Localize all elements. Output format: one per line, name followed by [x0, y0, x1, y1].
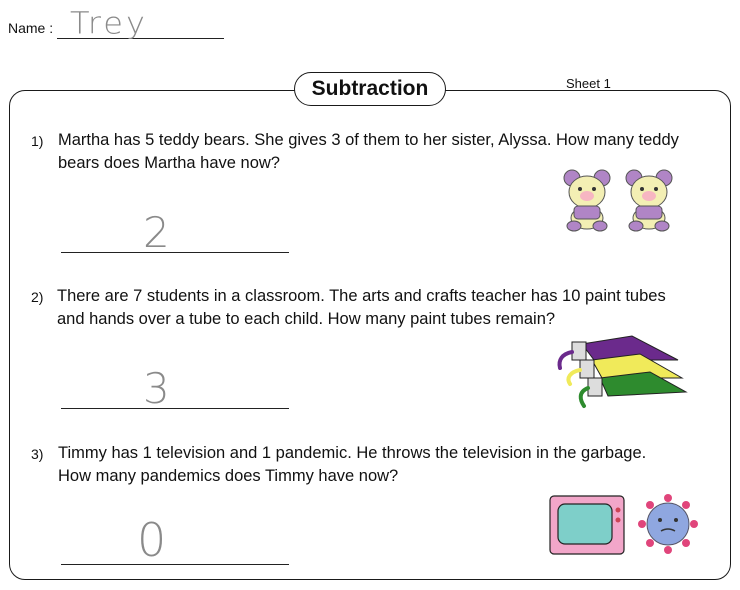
question-1-line-1: Martha has 5 teddy bears. She gives 3 of them to her sister, Alyssa. How many teddy [58, 131, 679, 149]
teddy-bear-icon [626, 170, 672, 231]
question-3-line-2: How many pandemics does Timmy have now? [58, 467, 399, 485]
teddy-bear-icon [564, 170, 610, 231]
answer-1-handwritten: 2 [143, 208, 170, 257]
television-icon [550, 496, 624, 554]
question-3-line-1: Timmy has 1 television and 1 pandemic. He throws the television in the garbage. [58, 444, 647, 462]
question-1-number: 1) [31, 133, 44, 149]
question-1-line-2: bears does Martha have now? [58, 154, 280, 172]
question-2-number: 2) [31, 289, 44, 305]
name-label: Name : [8, 20, 54, 36]
worksheet-title: Subtraction [294, 72, 446, 106]
question-3-text [58, 442, 646, 488]
answer-2-handwritten: 3 [143, 364, 170, 413]
question-3-number: 3) [31, 446, 44, 462]
teddy-bears-icon [560, 166, 690, 232]
answer-1-line [61, 252, 289, 253]
name-handwritten: Trey [70, 4, 148, 42]
paint-tubes-icon [554, 330, 688, 410]
answer-3-handwritten: 0 [137, 513, 167, 567]
answer-2-line [61, 408, 289, 409]
question-2-line-2: and hands over a tube to each child. How many paint tubes remain? [57, 310, 556, 328]
sheet-number: Sheet 1 [566, 76, 611, 91]
question-2-line-1: There are 7 students in a classroom. The arts and crafts teacher has 10 paint tubes [57, 287, 666, 305]
answer-3-line [61, 564, 289, 565]
virus-icon [638, 494, 698, 554]
television-and-virus-icon [546, 490, 706, 556]
question-2-text [57, 285, 666, 331]
